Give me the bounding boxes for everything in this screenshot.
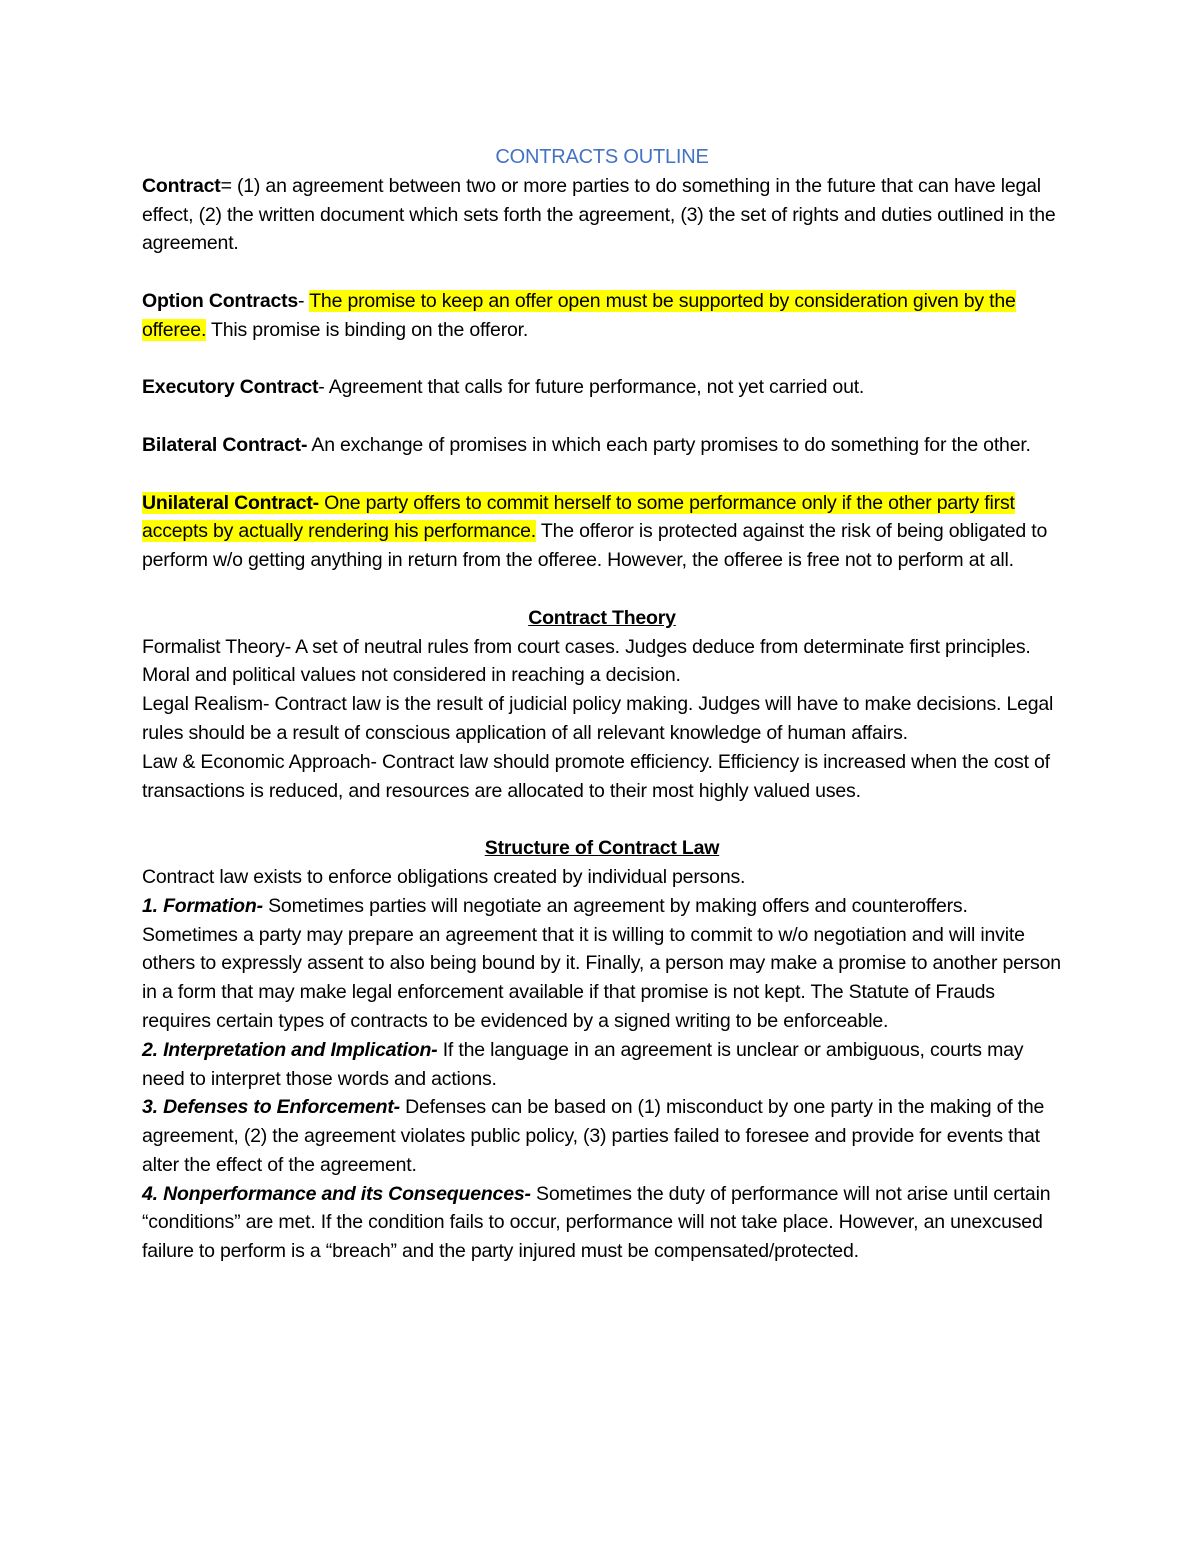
contract-term: Contract — [142, 174, 221, 197]
structure-item-formation — [142, 892, 1062, 1036]
unilateral-contract-term: Unilateral Contract- — [142, 491, 319, 514]
structure-item-text: Defenses can be based on (1) misconduct by one party in the making of the agreement, (2) the agreement violates public policy, (3) parties failed to foresee and provide for events that alter the effect of the agreement. — [142, 1096, 1045, 1176]
bilateral-contract-term: Bilateral Contract- — [142, 433, 308, 456]
contract-definition — [142, 172, 1062, 258]
legal-realism-paragraph: Legal Realism- Contract law is the result of judicial policy making. Judges will have to make decisions. Legal rules should be a result of conscious application of all relevant knowledge of human affairs. — [142, 693, 1054, 744]
structure-item-nonperformance — [142, 1180, 1062, 1266]
option-contracts-paragraph — [142, 287, 1062, 345]
executory-contract-paragraph — [142, 373, 1062, 402]
structure-item-term: 2. Interpretation and Implication- — [142, 1038, 438, 1061]
unilateral-contract-highlight: One party offers to commit herself to some performance only if the other party first accepts by actually rendering his performance. — [142, 491, 1015, 543]
document-title: CONTRACTS OUTLINE — [495, 146, 709, 168]
spacer — [142, 345, 1062, 374]
option-contracts-highlight: The promise to keep an offer open must be supported by consideration given by the offeree. — [142, 289, 1016, 341]
bilateral-contract-paragraph — [142, 431, 1062, 460]
option-contracts-rest: This promise is binding on the offeror. — [206, 318, 529, 341]
bilateral-contract-text: An exchange of promises in which each party promises to do something for the other. — [307, 433, 1031, 456]
structure-item-term: 1. Formation- — [142, 894, 263, 917]
spacer — [142, 258, 1062, 287]
formalist-theory-paragraph: Formalist Theory- A set of neutral rules from court cases. Judges deduce from determinate first principles. Moral and political values not considered in reaching a decision. — [142, 635, 1031, 687]
structure-heading: Structure of Contract Law — [484, 837, 720, 860]
option-contracts-dash: - — [298, 289, 310, 312]
contract-theory-heading: Contract Theory — [528, 606, 676, 629]
economic-approach-paragraph: Law & Economic Approach- Contract law should promote efficiency. Efficiency is increased when the cost of transactions is reduced, and resources are allocated to their most highly valued uses. — [142, 750, 1050, 802]
spacer — [142, 575, 1062, 604]
contract-definition-text: = (1) an agreement between two or more parties to do something in the future that can have legal effect, (2) the written document which sets forth the agreement, (3) the set of rights and duties outlined in the agreement. — [142, 174, 1056, 255]
structure-item-text: Sometimes the duty of performance will not arise until certain “conditions” are met. If the condition fails to occur, performance will not take place. However, an unexcused failure to perform is a “breach” and the party injured must be compensated/protected. — [142, 1182, 1051, 1263]
spacer — [142, 805, 1062, 834]
executory-contract-term: Executory Contract — [142, 376, 319, 399]
structure-item-defenses — [142, 1093, 1062, 1179]
spacer — [142, 460, 1062, 489]
structure-item-interpretation — [142, 1036, 1062, 1094]
unilateral-contract-rest: The offeror is protected against the risk of being obligated to perform w/o getting anything in return from the offeree. However, the offeree is free not to perform at all. — [142, 520, 1048, 572]
structure-item-text: Sometimes parties will negotiate an agreement by making offers and counteroffers. Sometimes a party may prepare an agreement that it is willing to commit to w/o negotiation and will invite others to expressly assent to also being bound by it. Finally, a person may make a promise to another person in a form that may make legal enforcement available if that promise is not kept. The Statute of Frauds requires certain types of contracts to be evidenced by a signed writing to be enforceable. — [142, 894, 1061, 1032]
structure-intro: Contract law exists to enforce obligations created by individual persons. — [142, 865, 746, 888]
option-contracts-term: Option Contracts — [142, 289, 299, 312]
structure-item-term: 4. Nonperformance and its Consequences- — [142, 1182, 531, 1205]
unilateral-contract-paragraph — [142, 489, 1062, 575]
structure-item-text: If the language in an agreement is unclear or ambiguous, courts may need to interpret those words and actions. — [142, 1038, 1024, 1090]
structure-item-term: 3. Defenses to Enforcement- — [142, 1096, 400, 1119]
spacer — [142, 402, 1062, 431]
document-page — [142, 143, 1062, 1266]
executory-contract-text: - Agreement that calls for future performance, not yet carried out. — [318, 376, 865, 399]
